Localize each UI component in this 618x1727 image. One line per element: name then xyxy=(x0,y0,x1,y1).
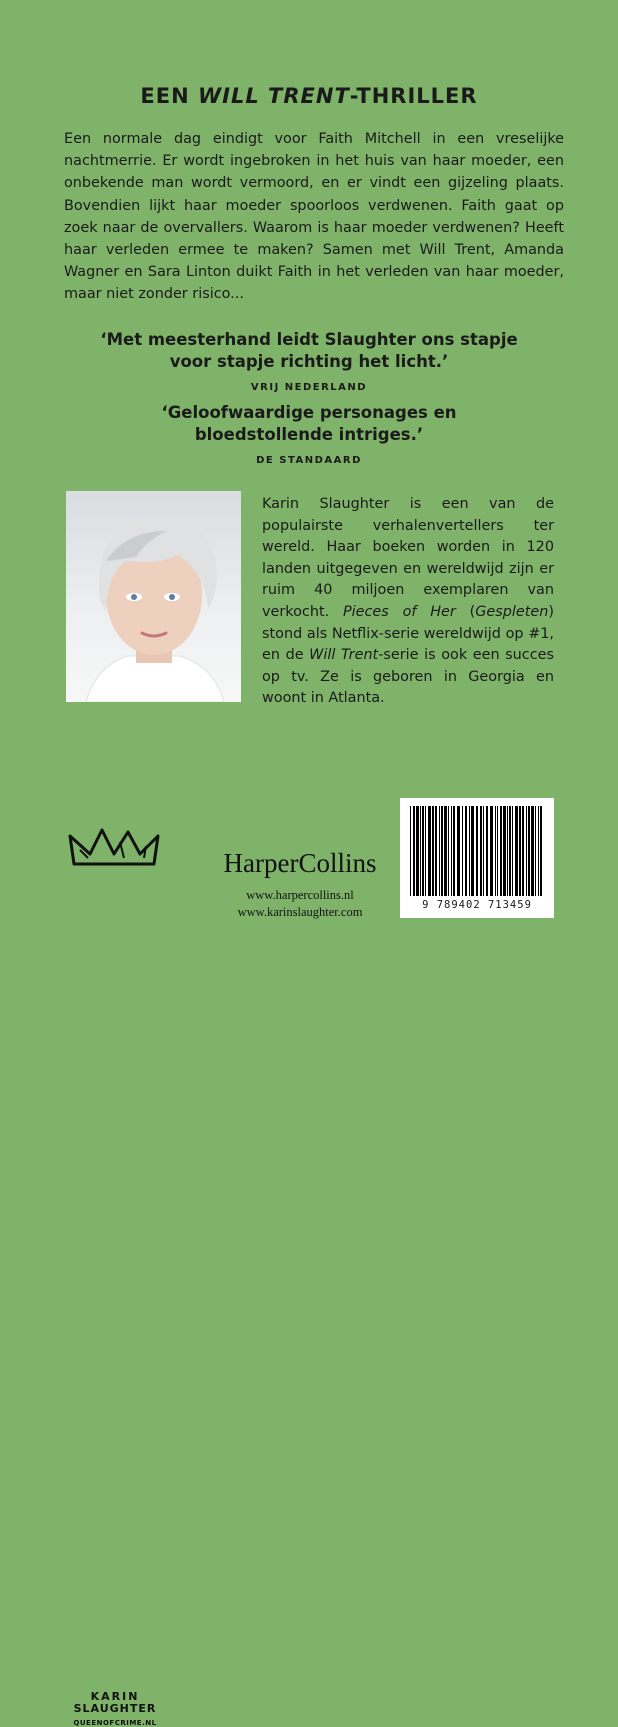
isbn-barcode xyxy=(400,798,554,918)
barcode-bar xyxy=(422,806,424,896)
barcode-bar xyxy=(471,806,474,896)
barcode-bar xyxy=(538,806,539,896)
barcode-bar xyxy=(483,806,484,896)
barcode-bar xyxy=(495,806,496,896)
author-photo xyxy=(66,491,241,702)
barcode-bar xyxy=(526,806,527,896)
barcode-bar xyxy=(444,806,447,896)
isbn-number: 9 789402 713459 xyxy=(422,899,532,911)
barcode-bar xyxy=(435,806,437,896)
barcode-bar xyxy=(515,806,518,896)
barcode-bar xyxy=(497,806,498,896)
barcode-bar xyxy=(410,806,411,896)
review-quote xyxy=(64,402,554,466)
barcode-bar xyxy=(540,806,542,896)
quote-text: ‘Met meesterhand leidt Slaughter ons stapje voor stapje richting het licht.’ xyxy=(100,330,518,371)
barcode-bar xyxy=(469,806,470,896)
quote-source: DE STANDAARD xyxy=(256,455,362,466)
barcode-bar xyxy=(522,806,524,896)
quote-text: ‘Geloofwaardige personages en bloedstollende intriges.’ xyxy=(161,403,457,444)
blurb-text: Een normale dag eindigt voor Faith Mitchell in een vreselijke nachtmerrie. Er wordt ingebroken in het huis van haar moeder, een onbekende man wordt vermoord, en er vindt een gijzeling plaats. Bovendien lijkt haar moeder spoorloos verdwenen. Faith gaat op zoek naar de overvallers. Waarom is haar moeder verdwenen? Heeft haar verleden ermee te maken? Samen met Will Trent, Amanda Wagner en Sara Linton duikt Faith in het verleden van haar moeder, maar niet zonder risico... xyxy=(64,131,564,303)
barcode-bar xyxy=(503,806,506,896)
author-url: www.karinslaughter.com xyxy=(237,905,363,919)
barcode-bar xyxy=(413,806,415,896)
author-bio: Karin Slaughter is een van de populairste verhalenvertellers ter wereld. Haar boeken worden in 120 landen uitgegeven en wereldwijd zijn er ruim 40 miljoen exemplaren van verkocht. Pieces of Her (Gespleten) stond als Netflix-serie wereldwijd op #1, en de Will Trent-serie is ook een succes op tv. Ze is geboren in Georgia en woont in Atlanta. xyxy=(262,496,554,707)
barcode-bar xyxy=(425,806,426,896)
barcode-bar xyxy=(457,806,460,896)
barcode-bar xyxy=(528,806,530,896)
barcode-bar xyxy=(531,806,534,896)
barcode-bar xyxy=(490,806,493,896)
review-quote xyxy=(64,329,554,393)
barcode-bar xyxy=(465,806,467,896)
barcode-bar xyxy=(519,806,521,896)
barcode-bar xyxy=(476,806,478,896)
barcode-bar xyxy=(509,806,511,896)
quote-source: VRIJ NEDERLAND xyxy=(250,382,368,393)
series-heading: EEN WILL TRENT-THRILLER xyxy=(140,84,478,108)
author-portrait-illustration xyxy=(66,491,241,702)
logo-website: QUEENOFCRIME.NL xyxy=(73,1719,157,1727)
logo-firstname: KARIN xyxy=(90,1690,140,1703)
publisher-name: HarperCollins xyxy=(223,848,377,878)
barcode-bar xyxy=(507,806,508,896)
barcode-bar xyxy=(486,806,488,896)
barcode-bar xyxy=(451,806,452,896)
publisher-url: www.harpercollins.nl xyxy=(246,888,354,902)
barcode-bar xyxy=(441,806,443,896)
barcode-bar xyxy=(416,806,419,896)
crown-icon xyxy=(60,828,170,868)
barcode-bar xyxy=(500,806,502,896)
author-logo xyxy=(60,828,170,1727)
barcode-bar xyxy=(439,806,440,896)
barcode-bar xyxy=(432,806,434,896)
barcode-bar xyxy=(453,806,455,896)
logo-lastname: SLAUGHTER xyxy=(73,1702,157,1715)
barcode-bars xyxy=(400,798,554,898)
barcode-bar xyxy=(480,806,482,896)
barcode-bar xyxy=(462,806,463,896)
barcode-bar xyxy=(535,806,536,896)
barcode-bar xyxy=(512,806,513,896)
barcode-bar xyxy=(448,806,449,896)
barcode-bar xyxy=(428,806,431,896)
barcode-bar xyxy=(420,806,421,896)
